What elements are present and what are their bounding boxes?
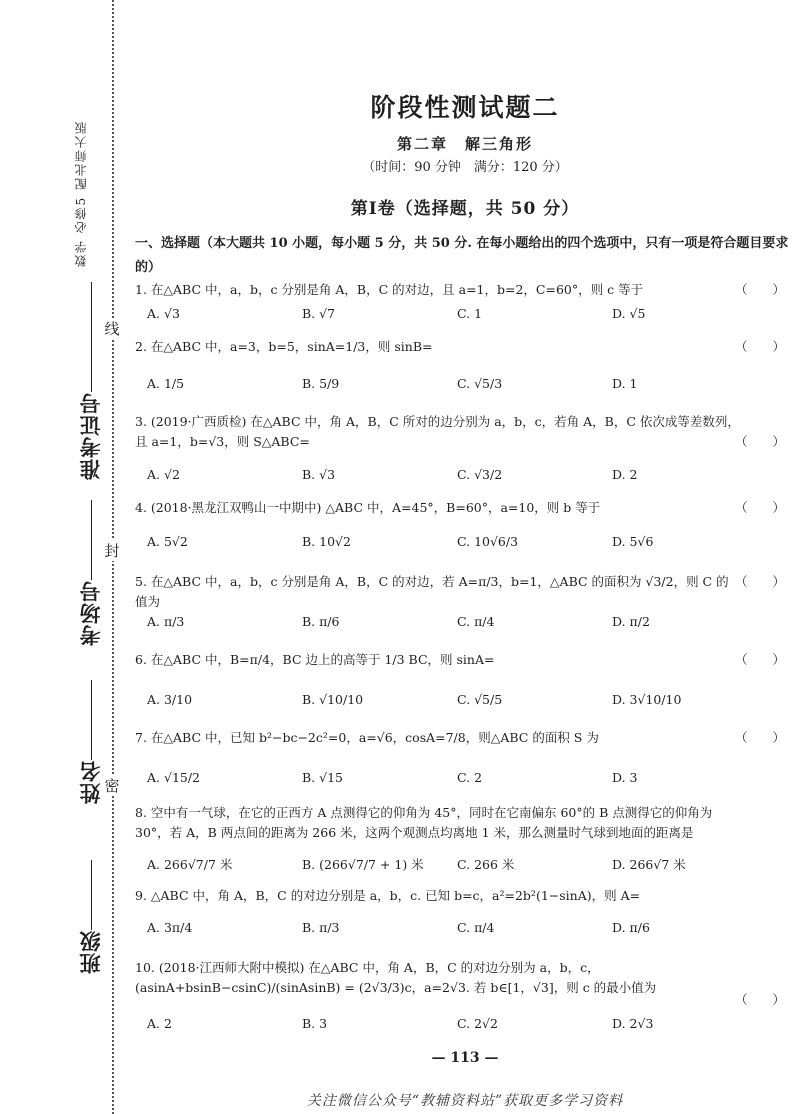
question-4-options — [147, 534, 767, 549]
option-a: A. 1/5 — [147, 376, 185, 391]
question-stem: 1. 在△ABC 中，a，b，c 分别是角 A，B，C 的对边，且 a=1，b=2，C=60°，则 c 等于 — [135, 282, 644, 297]
field-exam-number-line — [91, 282, 92, 392]
question-stem: 2. 在△ABC 中，a=3，b=5，sinA=1/3，则 sinB= — [135, 339, 433, 354]
question-1 — [135, 280, 795, 300]
option-c: C. √5/3 — [457, 376, 503, 391]
option-a: A. 5√2 — [147, 534, 188, 549]
question-5 — [135, 572, 795, 612]
field-class-label: 班级 — [78, 930, 103, 974]
option-c: C. 1 — [457, 306, 483, 321]
question-8 — [135, 803, 795, 843]
exam-meta: （时间：90 分钟 满分：120 分） — [362, 160, 568, 175]
question-stem: 6. 在△ABC 中，B=π/4，BC 边上的高等于 1/3 BC，则 sinA= — [135, 652, 495, 667]
exam-page — [135, 0, 795, 1114]
field-class-line — [91, 860, 92, 930]
answer-paren: （ ） — [734, 434, 785, 449]
option-d: D. 1 — [612, 376, 638, 391]
question-stem: 3. (2019·广西质检) 在△ABC 中，角 A，B，C 所对的边分别为 a，b，c，若角 A，B，C 依次成等差数列，且 a=1，b=√3，则 S△ABC= — [135, 414, 740, 449]
seal-char-feng: 封 — [104, 542, 120, 560]
option-c: C. 10√6/3 — [457, 534, 519, 549]
field-name-label: 姓名 — [78, 760, 103, 804]
question-1-options — [147, 306, 767, 321]
question-stem: 4. (2018·黑龙江双鸭山一中期中) △ABC 中，A=45°，B=60°，a=10，则 b 等于 — [135, 500, 601, 515]
option-d: D. 3 — [612, 770, 638, 785]
option-b: B. √15 — [302, 770, 344, 785]
question-10-options — [147, 1016, 767, 1031]
question-3 — [135, 412, 795, 452]
option-d: D. 3√10/10 — [612, 692, 682, 707]
answer-paren: （ ） — [734, 574, 785, 589]
answer-paren: （ ） — [734, 730, 785, 745]
answer-paren: （ ） — [734, 282, 785, 297]
option-d: D. 2 — [612, 467, 638, 482]
option-c: C. 266 米 — [457, 857, 515, 872]
question-9 — [135, 886, 795, 906]
option-b: B. 5/9 — [302, 376, 340, 391]
option-b: B. √7 — [302, 306, 336, 321]
option-c: C. 2√2 — [457, 1016, 498, 1031]
question-8-options — [147, 855, 767, 873]
chapter-title: 第二章 解三角形 — [396, 135, 533, 153]
answer-paren: （ ） — [734, 992, 785, 1007]
option-d: D. 2√3 — [612, 1016, 654, 1031]
question-6-options — [147, 692, 767, 707]
field-class — [78, 860, 104, 974]
section-intro: 一、选择题（本大题共 10 小题，每小题 5 分，共 50 分. 在每小题给出的四个选项中，只有一项是符合题目要求的） — [135, 236, 789, 275]
field-exam-number — [78, 282, 104, 480]
question-3-options — [147, 467, 767, 482]
question-7-options — [147, 770, 767, 785]
option-b: B. π/3 — [302, 920, 340, 935]
option-a: A. 3π/4 — [147, 920, 193, 935]
field-room-number-line — [91, 500, 92, 580]
option-a: A. √2 — [147, 467, 180, 482]
footer-note: 关注微信公众号“教辅资料站”获取更多学习资料 — [306, 1093, 624, 1109]
option-d: D. π/6 — [612, 920, 650, 935]
field-name — [78, 680, 104, 804]
option-c: C. 2 — [457, 770, 483, 785]
question-stem: 8. 空中有一气球，在它的正西方 A 点测得它的仰角为 45°，同时在它南偏东 60°的 B 点测得它的仰角为 30°，若 A，B 两点间的距离为 266 米，这两个观测点均离地 1 米，那么测量时气球到地面的距离是 — [135, 805, 713, 840]
option-a: A. √15/2 — [147, 770, 201, 785]
seal-char-mi: 密 — [104, 777, 120, 795]
option-c: C. √5/5 — [457, 692, 503, 707]
question-10 — [135, 958, 795, 1007]
option-b: B. 3 — [302, 1016, 328, 1031]
option-a: A. π/3 — [147, 614, 185, 629]
option-a: A. 266√7/7 米 — [147, 857, 233, 872]
option-c: C. √3/2 — [457, 467, 503, 482]
question-stem: 5. 在△ABC 中，a，b，c 分别是角 A，B，C 的对边，若 A=π/3，b=1，△ABC 的面积为 √3/2，则 C 的值为 — [135, 574, 729, 609]
option-b: B. π/6 — [302, 614, 340, 629]
answer-paren: （ ） — [734, 339, 785, 354]
seal-char-xian: 线 — [104, 320, 120, 338]
question-stem: 10. (2018·江西师大附中模拟) 在△ABC 中，角 A，B，C 的对边分别为 a，b，c，(asinA+bsinB−csinC)/(sinAsinB) = (2√3/3)c，a=2√3. 若 b∈[1，√3]，则 c 的最小值为 — [135, 960, 657, 995]
field-exam-number-label: 准考证号 — [78, 392, 103, 480]
option-b: B. (266√7/7 + 1) 米 — [302, 857, 424, 872]
part-title: 第Ⅰ卷（选择题，共 50 分） — [350, 199, 580, 219]
page-title: 阶段性测试题二 — [370, 93, 560, 122]
answer-paren: （ ） — [734, 500, 785, 515]
question-4 — [135, 498, 795, 518]
question-2-options — [147, 376, 767, 391]
option-d: D. π/2 — [612, 614, 650, 629]
question-6 — [135, 650, 795, 670]
option-c: C. π/4 — [457, 614, 495, 629]
question-2 — [135, 337, 795, 357]
question-9-options — [147, 920, 767, 935]
option-a: A. √3 — [147, 306, 180, 321]
option-d: D. 266√7 米 — [612, 857, 686, 872]
field-name-line — [91, 680, 92, 760]
question-7 — [135, 728, 795, 748]
binding-margin — [0, 0, 118, 1114]
field-room-number — [78, 500, 104, 646]
option-d: D. √5 — [612, 306, 646, 321]
option-b: B. √3 — [302, 467, 336, 482]
edition-label: 数学 必修5 配北师大版 — [74, 120, 88, 268]
option-c: C. π/4 — [457, 920, 495, 935]
question-stem: 7. 在△ABC 中，已知 b²−bc−2c²=0，a=√6，cosA=7/8，则△ABC 的面积 S 为 — [135, 730, 599, 745]
option-a: A. 2 — [147, 1016, 172, 1031]
question-stem: 9. △ABC 中，角 A，B，C 的对边分别是 a，b，c. 已知 b=c，a²=2b²(1−sinA)，则 A= — [135, 888, 641, 903]
field-room-number-label: 考场号 — [78, 580, 103, 646]
option-a: A. 3/10 — [147, 692, 193, 707]
page-number: — 113 — — [431, 1050, 499, 1066]
question-5-options — [147, 614, 767, 629]
answer-paren: （ ） — [734, 652, 785, 667]
option-d: D. 5√6 — [612, 534, 654, 549]
option-b: B. 10√2 — [302, 534, 351, 549]
option-b: B. √10/10 — [302, 692, 364, 707]
